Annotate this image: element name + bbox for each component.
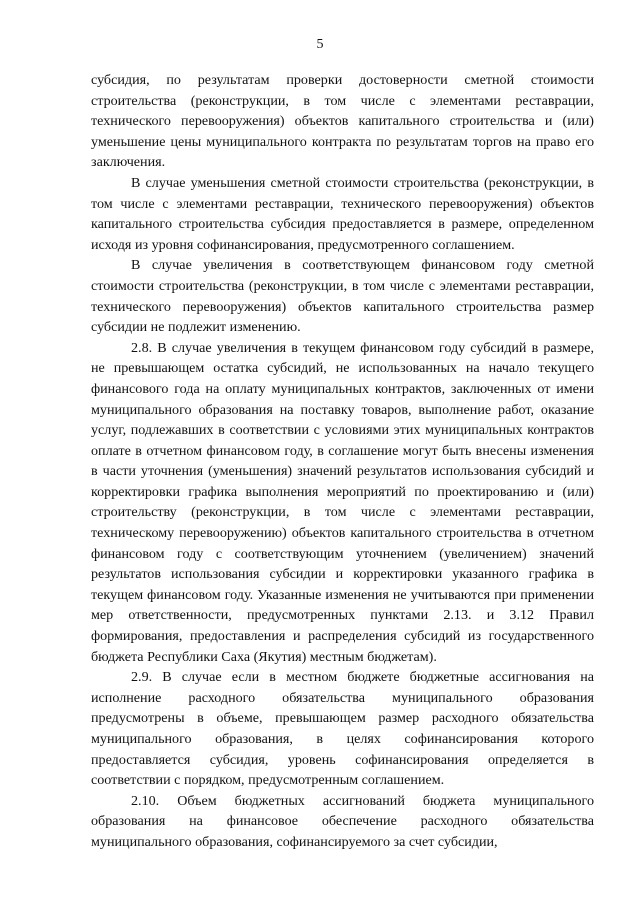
paragraph-clause-2-10: 2.10. Объем бюджетных ассигнований бюджета муниципального образования на финансовое обеспечение расходного обязательства муниципального образования, софинансируемого за счет субсидии, xyxy=(91,792,594,850)
paragraph-continuation: субсидия, по результатам проверки достоверности сметной стоимости строительства (реконструкции, в том числе с элементами реставрации, технического перевооружения) объектов капитального строительства и (или) уменьшение цены муниципального контракта по результатам торгов на право его заключения. xyxy=(91,72,594,171)
paragraph-clause-2-9: 2.9. В случае если в местном бюджете бюджетные ассигнования на исполнение расходного обязательства муниципального образования предусмотрены в объеме, превышающем размер расходного обязательства муниципального образования, в целях софинансирования которого предоставляется субсидия, уровень софинансирования определяется в соответствии с порядком, предусмотренным соглашением. xyxy=(91,669,594,789)
paragraph-cost-increase: В случае увеличения в соответствующем финансовом году сметной стоимости строительства (реконструкции, в том числе с элементами реставрации, технического перевооружения) объектов капитального строительства размер субсидии не подлежит изменению. xyxy=(91,257,594,336)
paragraph-cost-decrease: В случае уменьшения сметной стоимости строительства (реконструкции, в том числе с элементами реставрации, технического перевооружения) объектов капитального строительства субсидия предоставляется в размере, определенном исходя из уровня софинансирования, предусмотренного соглашением. xyxy=(91,174,594,253)
document-body xyxy=(91,70,594,853)
paragraph-clause-2-8: 2.8. В случае увеличения в текущем финансовом году субсидий в размере, не превышающем остатка субсидий, не использованных на начало текущего финансового года на оплату муниципальных контрактов, заключенных от имени муниципального образования на поставку товаров, выполнение работ, оказание услуг, подлежавших в соответствии с условиями этих муниципальных контрактов оплате в отчетном финансовом году, в соглашение могут быть внесены изменения в части уточнения (уменьшения) значений результатов использования субсидий и корректировки графика выполнения мероприятий по проектированию и (или) строительству (реконструкции, в том числе с элементами реставрации, техническому перевооружению) объектов капитального строительства в отчетном финансовом году с соответствующим уточнением (увеличением) значений результатов использования субсидии и корректировки указанного графика в текущем финансовом году. Указанные изменения не учитываются при применении мер ответственности, предусмотренных пунктами 2.13. и 3.12 Правил формирования, предоставления и распределения субсидий из государственного бюджета Республики Саха (Якутия) местным бюджетам). xyxy=(91,339,594,665)
page-number: 5 xyxy=(316,37,324,52)
